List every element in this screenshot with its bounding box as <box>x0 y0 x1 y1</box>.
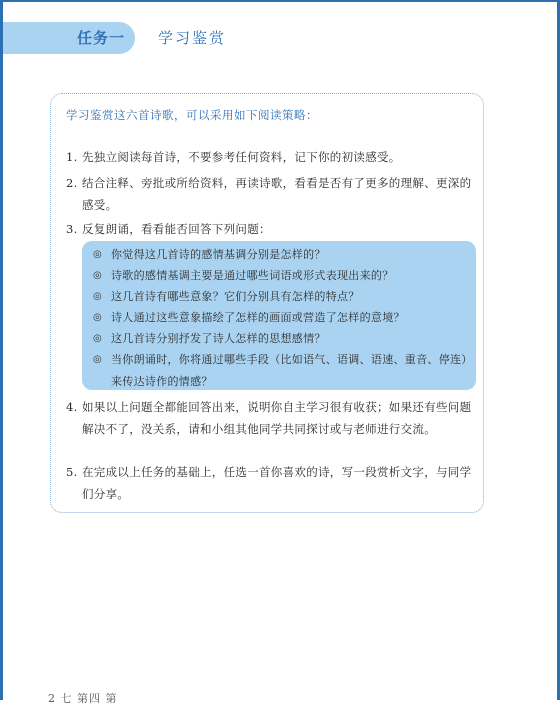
left-border <box>0 0 3 700</box>
panel-intro: 学习鉴赏这六首诗歌，可以采用如下阅读策略： <box>66 108 318 122</box>
task-title: 学习鉴赏 <box>158 29 227 47</box>
bullet-icon: ◎ <box>93 333 103 344</box>
step-text: 反复朗诵，看看能否回答下列问题： <box>82 222 271 236</box>
step-text: 先独立阅读每首诗，不要参考任何资料，记下你的初读感受。 <box>82 150 401 164</box>
step-number: 1. <box>66 150 78 164</box>
step-text: 在完成以上任务的基础上，任选一首你喜欢的诗，写一段赏析文字，与同学们分享。 <box>82 465 472 501</box>
question-text: 你觉得这几首诗的感情基调分别是怎样的？ <box>111 248 326 261</box>
bullet-icon: ◎ <box>93 312 103 323</box>
step-item <box>66 461 476 505</box>
bullet-icon: ◎ <box>93 249 103 260</box>
step-item <box>66 218 476 240</box>
question-text: 这几首诗有哪些意象？它们分别具有怎样的特点？ <box>111 290 360 303</box>
question-text: 诗人通过这些意象描绘了怎样的画面或营造了怎样的意境？ <box>111 311 405 324</box>
page-footer: 2 七 第四 第 <box>48 692 118 705</box>
question-item <box>93 349 471 393</box>
question-item <box>93 265 471 287</box>
bullet-icon: ◎ <box>93 354 103 365</box>
question-text: 这几首诗分别抒发了诗人怎样的思想感情？ <box>111 332 326 345</box>
question-item <box>93 307 471 329</box>
bullet-icon: ◎ <box>93 291 103 302</box>
question-item <box>93 328 471 350</box>
step-number: 2. <box>66 176 78 190</box>
step-number: 4. <box>66 400 78 414</box>
question-text: 诗歌的感情基调主要是通过哪些词语或形式表现出来的？ <box>111 269 394 282</box>
bullet-icon: ◎ <box>93 270 103 281</box>
question-text: 当你朗诵时，你将通过哪些手段（比如语气、语调、语速、重音、停连）来传达诗作的情感？ <box>111 353 468 388</box>
step-text: 如果以上问题全都能回答出来，说明你自主学习很有收获；如果还有些问题解决不了，没关系，请和小组其他同学共同探讨或与老师进行交流。 <box>82 400 472 436</box>
step-text: 结合注释、旁批或所给资料，再读诗歌，看看是否有了更多的理解、更深的感受。 <box>82 176 472 212</box>
step-number: 3. <box>66 222 78 236</box>
question-item <box>93 244 471 266</box>
step-item <box>66 146 476 168</box>
question-item <box>93 286 471 308</box>
step-number: 5. <box>66 465 78 479</box>
step-item <box>66 396 476 440</box>
top-border <box>0 0 560 2</box>
task-label: 任务一 <box>77 29 126 47</box>
step-item <box>66 172 476 216</box>
